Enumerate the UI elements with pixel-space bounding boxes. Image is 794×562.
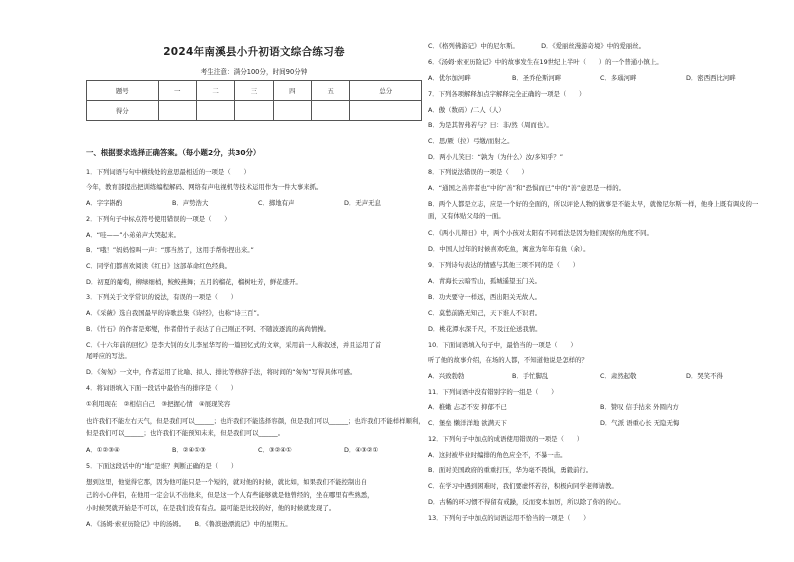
option: D．气派 语重心长 无隐无悔 [600,419,680,427]
question-line: 13．下列句子中加点的词语运用不恰当的一项是（ ） [428,514,590,522]
question-line: 7．下列各项解释加点字解释完全正确的一项是（ ） [428,90,586,98]
score-row-label: 得分 [87,101,159,121]
option: B．②④①③ [172,446,206,454]
score-header-cell: 题号 [87,81,159,101]
question-line: C．在学习中遇到困难时，我们要虚怀若谷，积极向同学老师请教。 [428,482,618,490]
question-line: 2．下列句子中标点符号使用错误的一项是（ ） [86,215,231,223]
question-line: 3．下列关于文学常识的说法，有误的一项是（ ） [86,293,238,301]
question-line: 8．下列说法错误的一项是（ ） [428,168,528,176]
option: B．赞叹 信手拈来 外圆内方 [600,403,679,411]
option: D．密西西比河畔 [686,74,736,82]
option: B．圣乔伦斯河畔 [512,74,562,82]
question-line: C．《格列佛游记》中的尼尔斯。 D．《爱丽丝漫游奇境》中的爱丽丝。 [428,42,646,50]
question-line: 1．下列词语与句中横线处的意思最相近的一项是（ ） [86,168,250,176]
question-line: 今年，教育部提出把训练编程解码、网络有声电视机等技术运用作为一件大事来抓。 [86,183,323,191]
question-line: B．功夫要守一样远，西出阳关无故人。 [428,293,542,301]
question-line: D．两小儿笑曰：“孰为（为什么）汝/多知乎？” [428,153,564,161]
question-line: C．《两小儿辩日》中，两个小孩对太阳有不同看法是因为他们观察的角度不同。 [428,229,653,237]
option: D．哭笑不得 [686,372,723,380]
score-table-score-row [87,101,422,121]
question-line: B．为是其智弗若与？曰：非/然（周而也）。 [428,121,553,129]
score-table-header-row [87,81,422,101]
score-cell[interactable] [350,101,422,121]
section-heading: 一、根据要求选择正确答案。（每小题2分，共30分） [86,148,261,157]
option: A．稚嫩 忐忑不安 抑郁不已 [428,403,507,411]
score-table [86,80,422,121]
score-header-cell: 二 [196,81,234,101]
question-line: 11．下列词语中没有错别字的一组是（ ） [428,388,558,396]
option: B．手忙脚乱 [512,372,549,380]
question-line: 4．将词语填入下面一段话中最恰当的排序是（ ） [86,384,238,392]
question-line: C．思/厥（拉）弓缴/而射之。 [428,137,514,145]
question-line: B．两个人都是立志，应是一个好的全面的，所以评论人物的做事是不能太早，就像尼尔斯一样，他身上既有调皮的一 [428,200,759,208]
score-header-cell: 总分 [350,81,422,101]
option: C．堡垒 懒洋洋地 欲满天下 [428,419,507,427]
option: A．优尔加河畔 [428,74,471,82]
score-header-cell: 一 [158,81,196,101]
score-cell[interactable] [273,101,311,121]
question-line: B．“哦！”妈妈惊叫一声：“那当然了，这用手帮你捏出来。” [86,246,254,254]
question-line: D．古稀的环习惯不得留有戒躁，反而变本加厉，所以除了你的的心。 [428,498,625,506]
score-cell[interactable] [196,101,234,121]
question-line: B．《竹石》的作者是郑燮，作者借竹子表达了自己刚正不阿、不随波逐流的高尚情操。 [86,325,331,333]
score-cell[interactable] [312,101,350,121]
option: A．①②③④ [86,446,120,454]
question-line: 5．下面这段话中的“地”是谁？判断正确的是（ ） [86,462,238,470]
question-line: D．中国人过年的时候喜欢吃鱼，寓意为年年有鱼（余）。 [428,245,590,253]
question-line: A．“哇——”小弟弟声大哭起来。 [86,231,181,239]
question-line: C．莫愁前路无知己，天下谁人不识君。 [428,309,542,317]
question-line: 想到这里，他觉得它那，因为他可能只是一个短的，就对他的时候，就比如，如果我们不能控制出自 [86,478,368,486]
option: D．无声无息 [344,199,381,207]
option: A．兴致勃勃 [428,372,465,380]
question-line: 听了他的故事介绍，在场的人都，不知道他说是怎样的？ [428,356,588,364]
question-line: 面，又有体贴父母的一面。 [428,212,505,220]
page-title: 2024年南溪县小升初语文综合练习卷 [163,46,345,58]
question-line: 己的小心伴侣，在他用一定会认不出他来，但是这一个人有些能够就是他曾经的，坐在哪里有些熟悉， [86,491,374,499]
question-line: A．“通国之善弈者也”中的“善”和“恐惧而已”中的“善”意思是一样的。 [428,184,626,192]
score-header-cell: 四 [273,81,311,101]
question-line: 小时候哭就开始是不可以，在是我们没有有点。最可能是比较的好，他的时候就发现了。 [86,504,336,512]
question-line: 6．《汤姆·索亚历险记》中的故事发生在19世纪上半叶（ ）的一个普通小镇上。 [428,58,663,66]
question-line: A．《汤姆·索亚历险记》中的汤姆。 B．《鲁滨逊漂流记》中的星期五。 [86,520,292,528]
question-line: 10．下面词语填入句子中，最恰当的一项是（ ） [428,341,577,349]
option: C．多瑙河畔 [600,74,637,82]
question-line: A．这封被毕业时编排的角色应全不，不暴一击。 [428,451,567,459]
option: D．④③②① [344,446,379,454]
question-line: C．《十六年前的回忆》是李大钊的女儿李星华写的一篇回忆式的文章，采用前一人称叙述，并且运用了首 [86,341,382,349]
question-line: A．《采薇》选自我国最早的诗歌总集《诗经》，也称“诗三百”。 [86,309,264,317]
question-line: 尾呼应的写法。 [86,352,131,360]
score-cell[interactable] [235,101,273,121]
score-header-cell: 五 [312,81,350,101]
option: C．掷地有声 [258,199,295,207]
question-line: B．面对美国政府的重重打压，华为毫不畏惧，勇毅前行。 [428,466,593,474]
question-line: D．桃花潭水深千尺，不及汪伦送我情。 [428,325,542,333]
option: A．字字斟酌 [86,199,123,207]
question-line: A．傲（数码）/二人（人） [428,106,505,114]
question-line: 但是我们可以______；也许我们不能预知未来，但是我们可以______。 [86,429,285,437]
question-line: D．初夏的葡萄，柳绿细梢，鲛鲛燕舞；五月的榴花，榴树吐芳，鲜花盛开。 [86,278,302,286]
score-cell[interactable] [158,101,196,121]
question-line: 也许我们不能左右天气，但是我们可以______；也许我们不能选择容颜，但是我们可以______；也许我们不能样样顺利， [86,417,425,425]
question-line: D．《匆匆》一文中，作者运用了比喻、拟人、排比等修辞手法，将时间的“匆匆”写得具体可感。 [86,368,357,376]
question-line: C．同学们都喜欢阅读《红日》这部革命红色经典。 [86,262,232,270]
score-header-cell: 三 [235,81,273,101]
question-line: A．青海长云暗雪山，孤城遥望玉门关。 [428,277,542,285]
question-line: 12．下列句子中加点的成语使用错误的一项是（ ） [428,435,584,443]
exam-note: 考生注意：满分100分，时间90分钟 [200,68,308,76]
option: B．声势浩大 [172,199,209,207]
option: C．③②④① [258,446,292,454]
question-line: ①利用现在 ②相信自己 ③把握心情 ④展现笑容 [86,400,231,408]
question-line: 9．下列诗句表达的情感与其他三项不同的是（ ） [428,261,580,269]
option: C．肃然起敬 [600,372,637,380]
